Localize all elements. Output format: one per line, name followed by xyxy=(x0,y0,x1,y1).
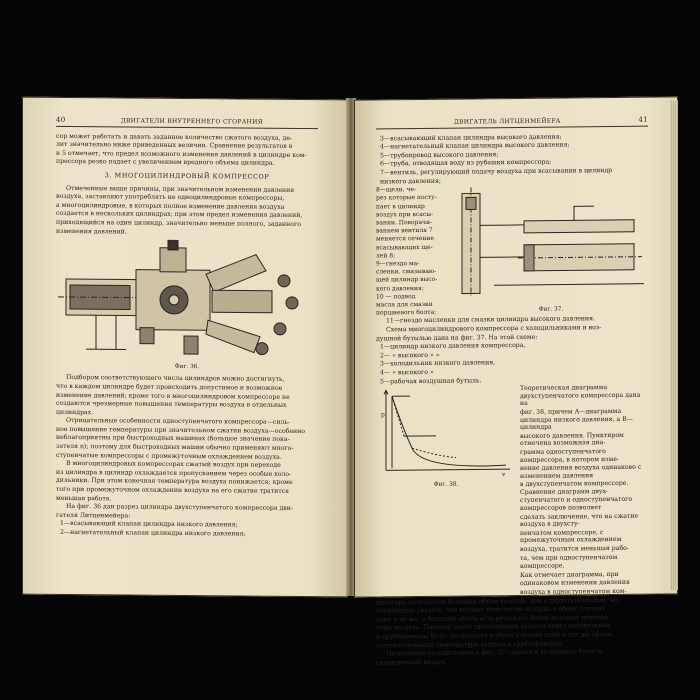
text-line: воздуха в одноступенчатом ком- xyxy=(520,587,627,596)
list-item: 1—цилиндр низкого давления компрессора, xyxy=(380,342,526,351)
right-page-content xyxy=(376,117,648,668)
text-line: гателя Литценмейера: xyxy=(56,511,131,520)
text-line: ступенчатые компрессоры с промежуточным охлаждением воздуха. xyxy=(56,451,282,461)
figure-37-block xyxy=(376,184,648,318)
right-running-header xyxy=(376,117,648,129)
list-item: 2— » высокого » » xyxy=(380,351,440,360)
section-title: 3. МНОГОЦИЛИНДРОВЫЙ КОМПРЕССОР xyxy=(104,171,270,181)
text-line: лит значительно ниже приведенных величин. Сравнение результатов в xyxy=(56,141,293,151)
figure-38 xyxy=(376,385,516,599)
left-running-head: ДВИГАТЕЛИ ВНУТРЕННЕГО СГОРАНИЯ xyxy=(120,117,263,126)
list-item: 5—трубопровод высокого давления; xyxy=(380,150,499,160)
list-item: низкого давления; xyxy=(380,177,441,185)
text-line: Отмеченные выше причины, при значительном изменении давления xyxy=(66,184,295,194)
text-line: создается в нескольких цилиндрах; при этом предел изменения давлений, xyxy=(56,210,303,220)
text-line: неблагоприятны при быстроходных машинах (большое значение пока- xyxy=(56,434,290,444)
text-line: изменения давлений. xyxy=(56,227,127,236)
text-line: необходимо указать, что весовое количество воздуха в обоих случаях xyxy=(376,605,606,615)
open-book xyxy=(22,98,684,667)
list-item: 4—нагнетательный клапан цилиндра высокого давления; xyxy=(380,141,570,151)
text-line: 9—гнездо ма- xyxy=(376,259,420,268)
list-item: 1—всасывающий клапан цилиндра низкого давления; xyxy=(60,520,238,529)
right-page-number: 41 xyxy=(638,115,648,124)
compressor-scheme-drawing xyxy=(454,184,648,304)
right-page xyxy=(354,96,678,667)
fig37-caption: Фиг. 37. xyxy=(538,306,564,313)
text-line: одинаковом изменении давления xyxy=(520,579,630,588)
figure-38-block xyxy=(376,384,648,599)
left-para-intro xyxy=(56,184,318,237)
fig36-caption: Фиг. 36. xyxy=(174,363,200,370)
text-line: поршневого болта; xyxy=(376,309,437,317)
text-line: пенчатом компрессоре, с промежуточным охлаждением xyxy=(520,528,622,545)
text-line: приходящийся на один цилиндр, значительно меньше полного, заданного xyxy=(56,218,301,228)
text-line: прессоре получается больший объем воздуха, чем в двухступенчатом; но xyxy=(376,596,618,607)
text-line: высокого давления. Пунктиром отмечена возможная диа- xyxy=(520,431,624,448)
text-line: щей цилиндр высо- xyxy=(376,276,438,284)
text-line: масла для смазки xyxy=(376,300,433,309)
text-line: одно и то же, а больший объем есть результат более высокой темпера- xyxy=(376,613,610,624)
text-line: нение давления воздуха одинаково с изменением давления xyxy=(520,463,642,480)
text-line: воздух при всасы- xyxy=(376,210,434,219)
text-line: грамма одноступенчатого компрессора, в котором изме- xyxy=(520,447,620,464)
text-line: сор может работать и давать заданное количество сжатого воздуха, де- xyxy=(56,132,293,142)
text-line: зателя n); поэтому для быстроходных машин обычно применяют много- xyxy=(56,442,294,453)
list-item: 7—вентиль, регулирующий подачу воздуха при всасывании в цилиндр xyxy=(380,166,613,177)
text-line: Как отмечает диаграмма, при xyxy=(520,570,619,579)
text-line: воздуха, тратится меньшая рабо- xyxy=(520,544,629,553)
text-line: кого давления; xyxy=(376,284,424,293)
list-item: 4— » высокого » xyxy=(380,368,434,377)
page-edges xyxy=(670,100,678,590)
pv-diagram xyxy=(376,385,516,478)
right-running-head: ДВИГАТЕЛЬ ЛИТЦЕНМЕЙЕРА xyxy=(453,117,561,126)
text-line: вании. Поворачи- xyxy=(376,218,433,227)
text-line: лей 8; xyxy=(376,252,396,260)
text-line: 11—гнездо масленки для смазки цилиндра высокого давления. xyxy=(386,315,596,325)
text-line: пает в цилиндр xyxy=(376,202,425,211)
fig38-caption: Фиг. 38. xyxy=(433,481,459,488)
text-line: что в каждом цилиндре будет происходить допустимое и возможное xyxy=(56,382,283,392)
text-line: ное повышение температуры при значительном сжатии воздуха—особенно xyxy=(56,425,306,435)
text-line: и 5 отмечает, что предел возможного изменения давлений в цилиндре ком- xyxy=(56,149,307,159)
text-line: Схема многоцилиндрового компрессора с холодильниками и воз- xyxy=(386,324,602,334)
text-line: а многоцилиндровые, в которых полное изменение давления воздуха xyxy=(56,201,285,211)
list-item: 6—труба, отводящая воду из рубашки компрессора; xyxy=(380,159,552,168)
text-line: сленки, смазываю- xyxy=(376,268,437,276)
text-line: Подбором соответствующего числа цилиндров можно достигнуть, xyxy=(66,374,285,384)
right-legend-list-mid xyxy=(376,341,648,386)
figure-36 xyxy=(56,239,318,372)
text-line: та, чем при одноступенчатом xyxy=(520,553,618,562)
text-line: того при промежуточном охлаждении воздуха на его сжатие тратится xyxy=(56,485,290,495)
text-line: цилиндрах. xyxy=(56,408,94,416)
text-line: рез которые посту- xyxy=(376,194,437,202)
text-line: ванием вентиля 7 xyxy=(376,227,433,235)
svg-text:v: v xyxy=(502,471,506,479)
text-line: воздуха, заставляют употреблять не одноцилиндровые компрессоры, xyxy=(56,193,285,203)
text-line: всасывающих ще- xyxy=(376,243,433,252)
right-para-mid xyxy=(376,315,648,343)
text-line: в двухступенчатом компрессоре. Сравнение диаграмм двух- xyxy=(520,480,629,496)
text-line: В многоцилиндровых компрессорах сжатый воздух при переходе xyxy=(66,460,281,470)
text-line: сделать заключение, что на сжатие воздуха в двухсту- xyxy=(520,512,639,529)
text-line: дильники. При этом конечная температура воздуха понижается; кроме xyxy=(56,477,293,487)
text-line: фиг. 38, причем A—диаграмма цилиндра низкого давления, а B—цилиндра xyxy=(520,407,633,432)
text-line: Отрицательные особенности одноступенчатого компрессора—силь- xyxy=(66,417,290,427)
text-line: 8—щели, че- xyxy=(376,186,417,194)
list-item: 2—нагнетательный клапан цилиндра низкого давления; xyxy=(60,528,246,538)
text-line: меняется сечение xyxy=(376,235,434,243)
text-line: из цилиндра в цилиндр охлаждается пропусканием через особые холо- xyxy=(56,468,292,478)
text-line: Теоретическая диаграмма двухступенчатого компрессора дана на xyxy=(520,384,641,408)
text-line: прессора резко падает с увеличением вредного объема цилиндра. xyxy=(56,158,275,168)
left-page xyxy=(22,97,348,598)
text-line: изменение давлений; кроме того в многоцилиндровом компрессоре не xyxy=(56,391,290,401)
list-item: 3—всасывающий клапан цилиндра высокого давления; xyxy=(380,133,562,143)
svg-text:p: p xyxy=(381,411,385,419)
text-line: и трубопроводы будет получаться в обоих случаях один и тот же объем, xyxy=(376,630,614,641)
text-line: меньшая работа. xyxy=(56,494,112,502)
left-para-top xyxy=(56,132,318,168)
left-legend-list xyxy=(56,520,318,538)
text-line: ступенчатого и одноступенчатого компрессоров позволяет xyxy=(520,496,633,513)
right-para-end xyxy=(376,596,648,667)
right-legend-list-top xyxy=(376,132,648,185)
text-line: туры воздуха. Поэтому после прохождения воздуха через холодильник xyxy=(376,622,611,632)
left-page-number: 40 xyxy=(56,115,66,124)
text-line: 10 — подвод xyxy=(376,292,416,301)
text-line: На фиг. 36 дан разрез цилиндра двухступенчатого компрессора дви- xyxy=(66,503,293,513)
fig37-side-text xyxy=(376,186,450,318)
text-line: компрессоре. xyxy=(520,562,565,571)
text-line: охлажденный воздух. xyxy=(376,658,447,667)
compressor-section-drawing xyxy=(56,239,318,361)
list-item: 3—холодильник низкого давления, xyxy=(380,359,496,368)
figure-37 xyxy=(454,184,648,317)
left-para-body xyxy=(56,374,318,521)
fig38-side-text xyxy=(520,384,648,598)
left-page-content xyxy=(56,117,318,540)
text-line: душной бутылью дана на фиг. 37. На этой схеме: xyxy=(376,333,538,343)
left-running-header xyxy=(56,117,318,129)
text-line: создаются чрезмерные повышения температуры воздуха в отдельных xyxy=(56,399,287,409)
text-line: соответствующий температуре воздуха в трубопроводах. xyxy=(376,640,564,650)
text-line: Назначение холодильника в фиг. 37—давать в воздушные бутыли xyxy=(386,648,603,658)
list-item: 5—рабочая воздушная бутыль. xyxy=(380,376,482,385)
